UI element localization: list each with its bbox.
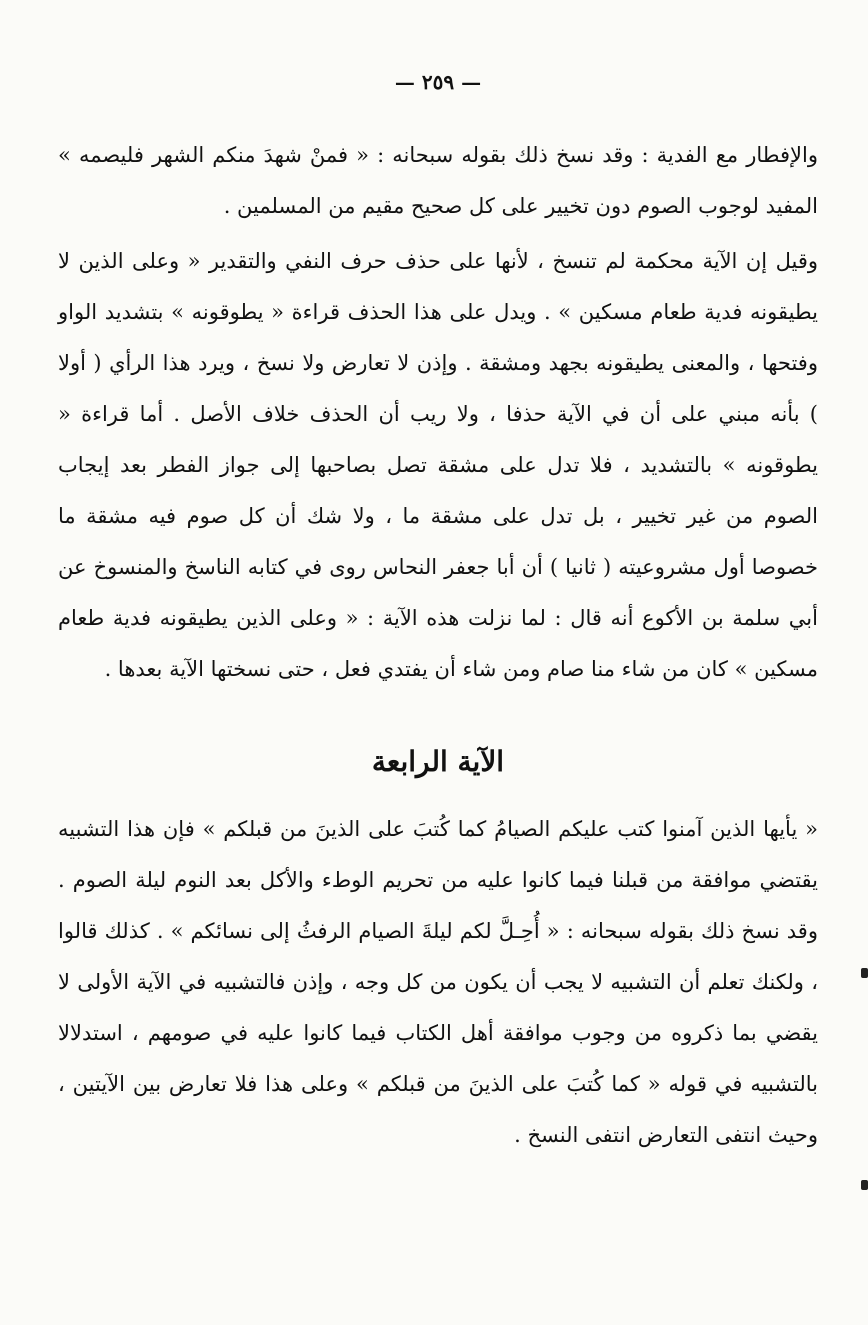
section-heading: الآية الرابعة: [371, 745, 505, 778]
paragraph: وقيل إن الآية محكمة لم تنسخ ، لأنها على حذف حرف النفي والتقدير « وعلى الذين لا يطيقونه فدية طعام مسكين » . ويدل على هذا الحذف قراءة « يطوقونه » بتشديد الواو وفتحها ، والمعنى يطيقونه بجهد ومشقة . وإذن لا تعارض ولا نسخ ، ويرد هذا الرأي ( أولا ) بأنه مبني على أن في الآية حذفا ، ولا ريب أن الحذف خلاف الأصل . أما قراءة « يطوقونه » بالتشديد ، فلا تدل على مشقة تصل بصاحبها إلى جواز الفطر بعد إيجاب الصوم من غير تخيير ، بل تدل على مشقة ما ، ولا شك أن كل صوم فيه مشقة ما خصوصا أول مشروعيته ( ثانيا ) أن أبا جعفر النحاس روى في كتابه الناسخ والمنسوخ عن أبي سلمة بن الأكوع أنه قال : لما نزلت هذه الآية : « وعلى الذين يطيقونه فدية طعام مسكين » كان من شاء منا صام ومن شاء أن يفتدي فعل ، حتى نسختها الآية بعدها .: [58, 249, 818, 681]
paragraph: « يأيها الذين آمنوا كتب عليكم الصيامُ كما كُتبَ على الذينَ من قبلكم » فإن هذا التشبيه يقتضي موافقة من قبلنا فيما كانوا عليه من تحريم الوطء والأكل بعد النوم ليلة الصوم . وقد نسخ ذلك بقوله سبحانه : « أُحِـلَّ لكم ليلةَ الصيام الرفثُ إلى نسائكم » . كذلك قالوا ، ولكنك تعلم أن التشبيه لا يجب أن يكون من كل وجه ، وإذن فالتشبيه في الآية الأولى لا يقضي بما ذكروه من وجوب موافقة أهل الكتاب فيما كانوا عليه في صومهم ، استدلالا بالتشبيه في قوله « كما كُتبَ على الذينَ من قبلكم » وعلى هذا فلا تعارض بين الآيتين ، وحيث انتفى التعارض انتفى النسخ .: [58, 817, 818, 1147]
scan-mark: [861, 1180, 868, 1190]
page-number: — ٢٥٩ —: [394, 70, 482, 94]
document-page: [58, 70, 818, 1165]
paragraph: والإفطار مع الفدية : وقد نسخ ذلك بقوله سبحانه : « فمنْ شهدَ منكم الشهر فليصمه » المفيد لوجوب الصوم دون تخيير على كل صحيح مقيم من المسلمين .: [58, 143, 818, 218]
scan-mark: [861, 968, 868, 978]
